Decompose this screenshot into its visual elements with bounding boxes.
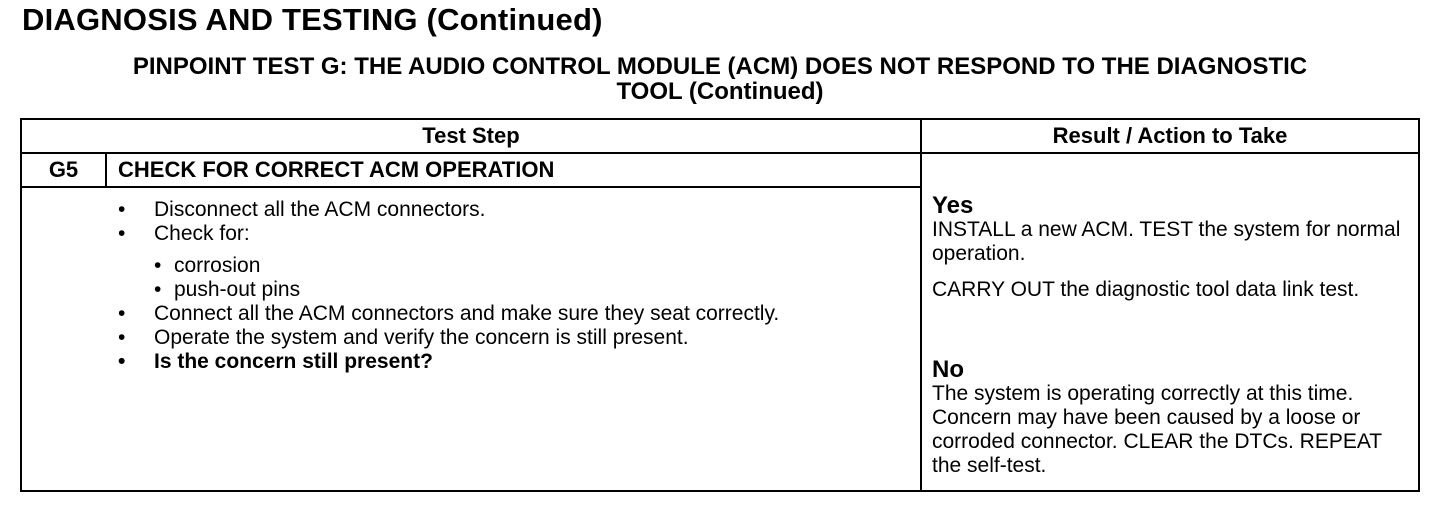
list-item (154, 254, 816, 278)
small-bullet-icon: • (154, 278, 162, 301)
yes-action-2: CARRY OUT the diagnostic tool data link test. (932, 278, 1360, 301)
bullet-icon: • (118, 198, 126, 221)
test-step-table (20, 118, 1420, 492)
bullet-icon: • (118, 326, 126, 349)
step-title-divider (22, 186, 920, 188)
pinpoint-test-subtitle (20, 54, 1420, 104)
column-divider (920, 120, 922, 490)
subtitle-line-2: TOOL (Continued) (616, 78, 824, 105)
subtitle-line-1: PINPOINT TEST G: THE AUDIO CONTROL MODULE (ACM) DOES NOT RESPOND TO THE DIAGNOSTIC (132, 53, 1308, 80)
yes-result (932, 194, 1416, 302)
step-id-divider (105, 154, 107, 186)
yes-label: Yes (932, 192, 974, 219)
yes-action-1: INSTALL a new ACM. TEST the system for normal operation. (932, 218, 1401, 265)
result-action-header: Result / Action to Take (1052, 123, 1288, 148)
small-bullet-icon: • (154, 254, 162, 277)
step-text: Connect all the ACM connectors and make sure they seat correctly. (154, 302, 780, 325)
list-item (116, 350, 816, 374)
step-question: Is the concern still present? (154, 350, 433, 373)
no-action: The system is operating correctly at this time. Concern may have been caused by a loose or corroded connector. CLEAR the DTCs. REPEAT the self-test. (932, 382, 1382, 477)
list-item (116, 198, 816, 222)
step-title: CHECK FOR CORRECT ACM OPERATION (118, 157, 555, 182)
step-text: Disconnect all the ACM connectors. (154, 198, 486, 221)
test-step-list (116, 198, 816, 374)
step-text: Check for: (154, 222, 250, 245)
bullet-icon: • (118, 350, 126, 373)
page-title: DIAGNOSIS AND TESTING (Continued) (22, 2, 603, 37)
test-step-header: Test Step (422, 123, 520, 148)
list-item (116, 222, 816, 302)
no-result (932, 358, 1416, 478)
no-label: No (932, 356, 964, 383)
bullet-icon: • (118, 302, 126, 325)
list-item (116, 302, 816, 326)
step-text: Operate the system and verify the concern is still present. (154, 326, 689, 349)
list-item (154, 278, 816, 302)
check-item-list (154, 254, 816, 302)
check-item-text: push-out pins (174, 278, 301, 301)
check-item-text: corrosion (174, 254, 261, 277)
list-item (116, 326, 816, 350)
step-id: G5 (48, 157, 79, 182)
bullet-icon: • (118, 222, 126, 245)
